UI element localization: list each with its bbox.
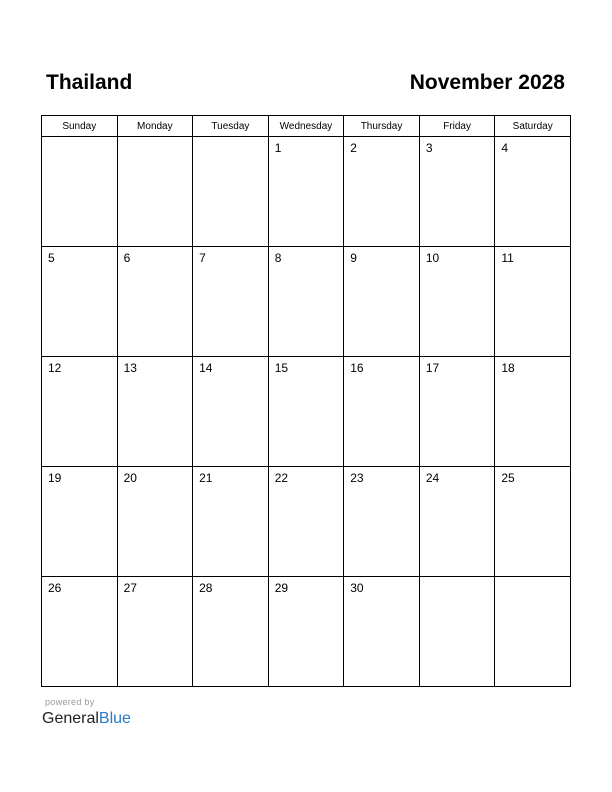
day-cell: [42, 467, 118, 577]
day-number: 9: [350, 251, 357, 265]
day-number: 25: [501, 471, 515, 485]
weekday-thursday: Thursday: [344, 116, 420, 137]
day-number: 16: [350, 361, 364, 375]
day-number: 23: [350, 471, 364, 485]
day-number: 29: [274, 581, 289, 595]
weekday-wednesday: Wednesday: [268, 116, 344, 137]
day-cell: [193, 247, 269, 357]
day-cell: [344, 577, 420, 687]
day-cell: [344, 467, 420, 577]
day-cell: [268, 247, 344, 357]
day-number: 26: [48, 581, 62, 595]
day-number: 5: [48, 251, 55, 265]
week-row-2: [42, 247, 571, 357]
day-cell: [268, 357, 344, 467]
day-cell: [495, 467, 571, 577]
day-number: 24: [425, 471, 440, 485]
day-cell: [117, 137, 193, 247]
day-number: [420, 577, 495, 581]
day-cell: [117, 247, 193, 357]
day-number: 10: [425, 251, 440, 265]
day-cell: [419, 137, 495, 247]
day-cell: [495, 357, 571, 467]
weekday-sunday: Sunday: [42, 116, 118, 137]
day-number: 15: [274, 361, 289, 375]
day-cell: [419, 577, 495, 687]
week-row-3: [42, 357, 571, 467]
weekday-saturday: Saturday: [495, 116, 571, 137]
day-number: 1: [274, 141, 282, 155]
day-cell: [419, 247, 495, 357]
brand-blue-text: Blue: [98, 710, 131, 727]
day-number: 14: [199, 361, 213, 375]
day-cell: [42, 357, 118, 467]
day-number: 13: [123, 361, 137, 375]
day-cell: [268, 137, 344, 247]
week-row-5: [42, 577, 571, 687]
day-number: 20: [123, 471, 137, 485]
day-number: [495, 577, 570, 581]
day-number: 8: [274, 251, 282, 265]
day-cell: [42, 247, 118, 357]
weekday-monday: Monday: [117, 116, 193, 137]
day-cell: [193, 467, 269, 577]
day-cell: [42, 577, 118, 687]
day-cell: [42, 137, 118, 247]
day-number: 27: [123, 581, 137, 595]
weekday-friday: Friday: [419, 116, 495, 137]
week-row-1: [42, 137, 571, 247]
weekday-header-row: [42, 116, 571, 137]
day-cell: [344, 137, 420, 247]
day-number: 2: [350, 141, 357, 155]
day-cell: [268, 577, 344, 687]
country-title: Thailand: [46, 71, 133, 94]
brand-general-text: General: [42, 710, 99, 727]
day-number: 21: [199, 471, 213, 485]
generalblue-logo[interactable]: [42, 709, 131, 729]
day-cell: [495, 137, 571, 247]
calendar-grid: [41, 115, 571, 687]
day-cell: [495, 247, 571, 357]
day-cell: [117, 577, 193, 687]
weekday-tuesday: Tuesday: [193, 116, 269, 137]
day-cell: [495, 577, 571, 687]
day-cell: [419, 467, 495, 577]
day-number: 7: [199, 251, 206, 265]
day-number: 6: [123, 251, 131, 265]
day-number: 11: [501, 251, 514, 265]
day-cell: [193, 577, 269, 687]
day-cell: [344, 247, 420, 357]
powered-by-label: powered by: [45, 697, 95, 707]
day-cell: [419, 357, 495, 467]
day-number: [118, 137, 193, 141]
day-cell: [117, 357, 193, 467]
day-cell: [344, 357, 420, 467]
day-cell: [193, 137, 269, 247]
day-number: 12: [48, 361, 62, 375]
day-number: 18: [501, 361, 515, 375]
day-cell: [268, 467, 344, 577]
day-number: 19: [48, 471, 62, 485]
month-year-title: November 2028: [409, 71, 565, 94]
day-cell: [193, 357, 269, 467]
week-row-4: [42, 467, 571, 577]
day-number: 22: [274, 471, 289, 485]
day-number: 4: [501, 141, 509, 155]
day-number: [193, 137, 268, 141]
day-cell: [117, 467, 193, 577]
day-number: [42, 137, 117, 141]
day-number: 17: [425, 361, 440, 375]
day-number: 28: [199, 581, 213, 595]
day-number: 3: [425, 141, 433, 155]
day-number: 30: [350, 581, 364, 595]
